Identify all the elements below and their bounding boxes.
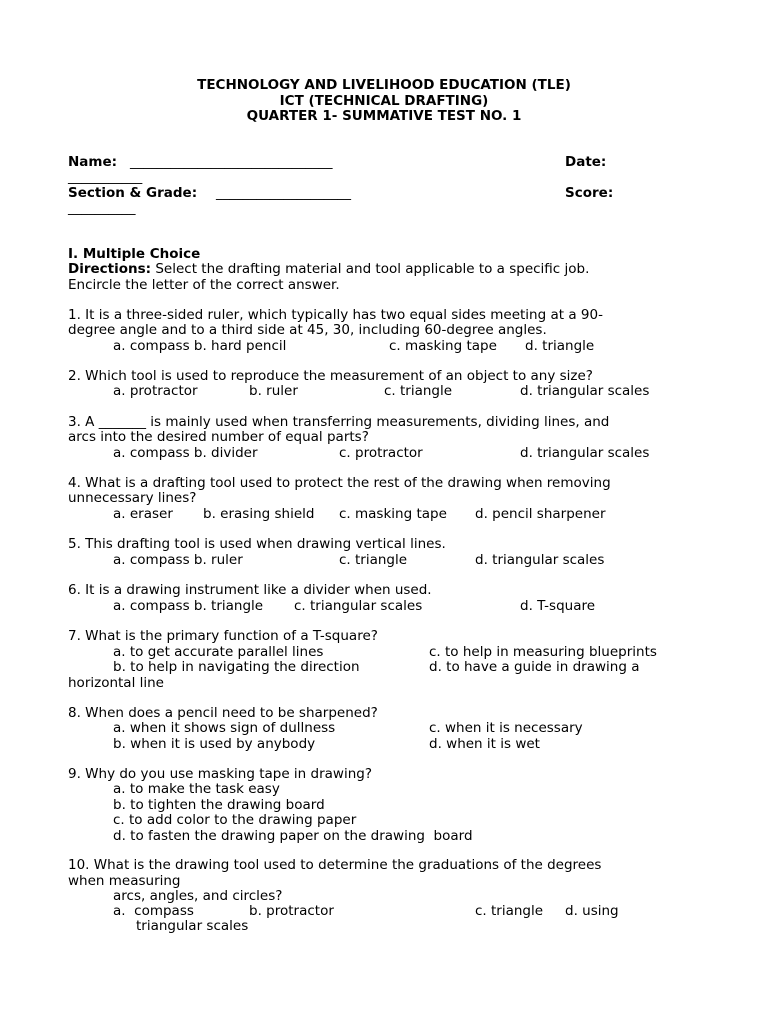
q10-option-d-cont: triangular scales [136,918,249,934]
q6-option-c: c. triangular scales [294,598,423,614]
directions [68,262,589,277]
q2-option-b: b. ruler [249,383,298,399]
q9-option-c: c. to add color to the drawing paper [113,812,357,828]
q5-option-d: d. triangular scales [475,552,605,568]
q6-option-ab: a. compass b. triangle [113,598,264,614]
q5-option-c: c. triangle [339,552,408,568]
q4-option-d: d. pencil sharpener [475,506,606,522]
question-6: 6. It is a drawing instrument like a divider when used. [68,582,432,598]
q6-option-d: d. T-square [520,598,596,614]
question-2: 2. Which tool is used to reproduce the measurement of an object to any size? [68,368,593,384]
q7-option-c: c. to help in measuring blueprints [429,644,657,660]
q7-option-d-cont: horizontal line [68,675,164,691]
directions-text: Select the drafting material and tool applicable to a specific job. [151,261,590,277]
q8-option-b: b. when it is used by anybody [113,736,316,752]
section-grade-line: ____________________ [216,185,351,201]
q8-option-a: a. when it shows sign of dullness [113,720,336,736]
q1-option-c: c. masking tape [389,338,497,354]
q9-option-a: a. to make the task easy [113,781,280,797]
header-subject: ICT (TECHNICAL DRAFTING) [279,93,489,109]
question-4-cont: unnecessary lines? [68,490,197,506]
section-grade-label: Section & Grade: [68,185,198,201]
header-title: TECHNOLOGY AND LIVELIHOOD EDUCATION (TLE) [197,77,571,93]
score-line: __________ [68,200,136,216]
section-title: I. Multiple Choice [68,246,201,262]
q7-option-a: a. to get accurate parallel lines [113,644,324,660]
question-1: 1. It is a three-sided ruler, which typically has two equal sides meeting at a 90- [68,307,603,323]
question-8: 8. When does a pencil need to be sharpened? [68,705,378,721]
question-9: 9. Why do you use masking tape in drawing? [68,766,373,782]
question-10-cont: when measuring [68,873,181,889]
q10-option-c: c. triangle [475,903,544,919]
q3-option-c: c. protractor [339,445,423,461]
question-4: 4. What is a drafting tool used to protect the rest of the drawing when removing [68,475,611,491]
directions-line2: Encircle the letter of the correct answer. [68,277,340,293]
score-label: Score: [565,185,614,201]
date-label: Date: [565,154,607,170]
q8-option-d: d. when it is wet [429,736,540,752]
question-10-cont2: arcs, angles, and circles? [113,888,283,904]
q2-option-c: c. triangle [384,383,453,399]
q9-option-d: d. to fasten the drawing paper on the drawing board [113,828,473,844]
name-label: Name: [68,154,118,170]
q1-option-ab: a. compass b. hard pencil [113,338,287,354]
q3-option-ab: a. compass b. divider [113,445,258,461]
question-1-cont: degree angle and to a third side at 45, 30, including 60-degree angles. [68,322,547,338]
q9-option-b: b. to tighten the drawing board [113,797,325,813]
q7-option-b: b. to help in navigating the direction [113,659,360,675]
q2-option-d: d. triangular scales [520,383,650,399]
question-7: 7. What is the primary function of a T-square? [68,628,378,644]
q8-option-c: c. when it is necessary [429,720,583,736]
question-3: 3. A _______ is mainly used when transferring measurements, dividing lines, and [68,414,610,430]
q1-option-d: d. triangle [525,338,595,354]
q10-option-a: a. compass [113,903,194,919]
q5-option-ab: a. compass b. ruler [113,552,243,568]
name-line: ______________________________ [130,154,333,170]
q3-option-d: d. triangular scales [520,445,650,461]
q4-option-c: c. masking tape [339,506,447,522]
directions-label: Directions: [68,261,152,277]
question-10: 10. What is the drawing tool used to determine the graduations of the degrees [68,857,602,873]
question-5: 5. This drafting tool is used when drawing vertical lines. [68,536,446,552]
q10-option-b: b. protractor [249,903,334,919]
q10-option-d: d. using [565,903,619,919]
q4-option-a: a. eraser [113,506,173,522]
date-line: ___________ [68,169,143,185]
q7-option-d: d. to have a guide in drawing a [429,659,640,675]
question-3-cont: arcs into the desired number of equal parts? [68,429,369,445]
header-quarter: QUARTER 1- SUMMATIVE TEST NO. 1 [246,108,522,124]
q4-option-b: b. erasing shield [203,506,315,522]
q2-option-a: a. protractor [113,383,198,399]
